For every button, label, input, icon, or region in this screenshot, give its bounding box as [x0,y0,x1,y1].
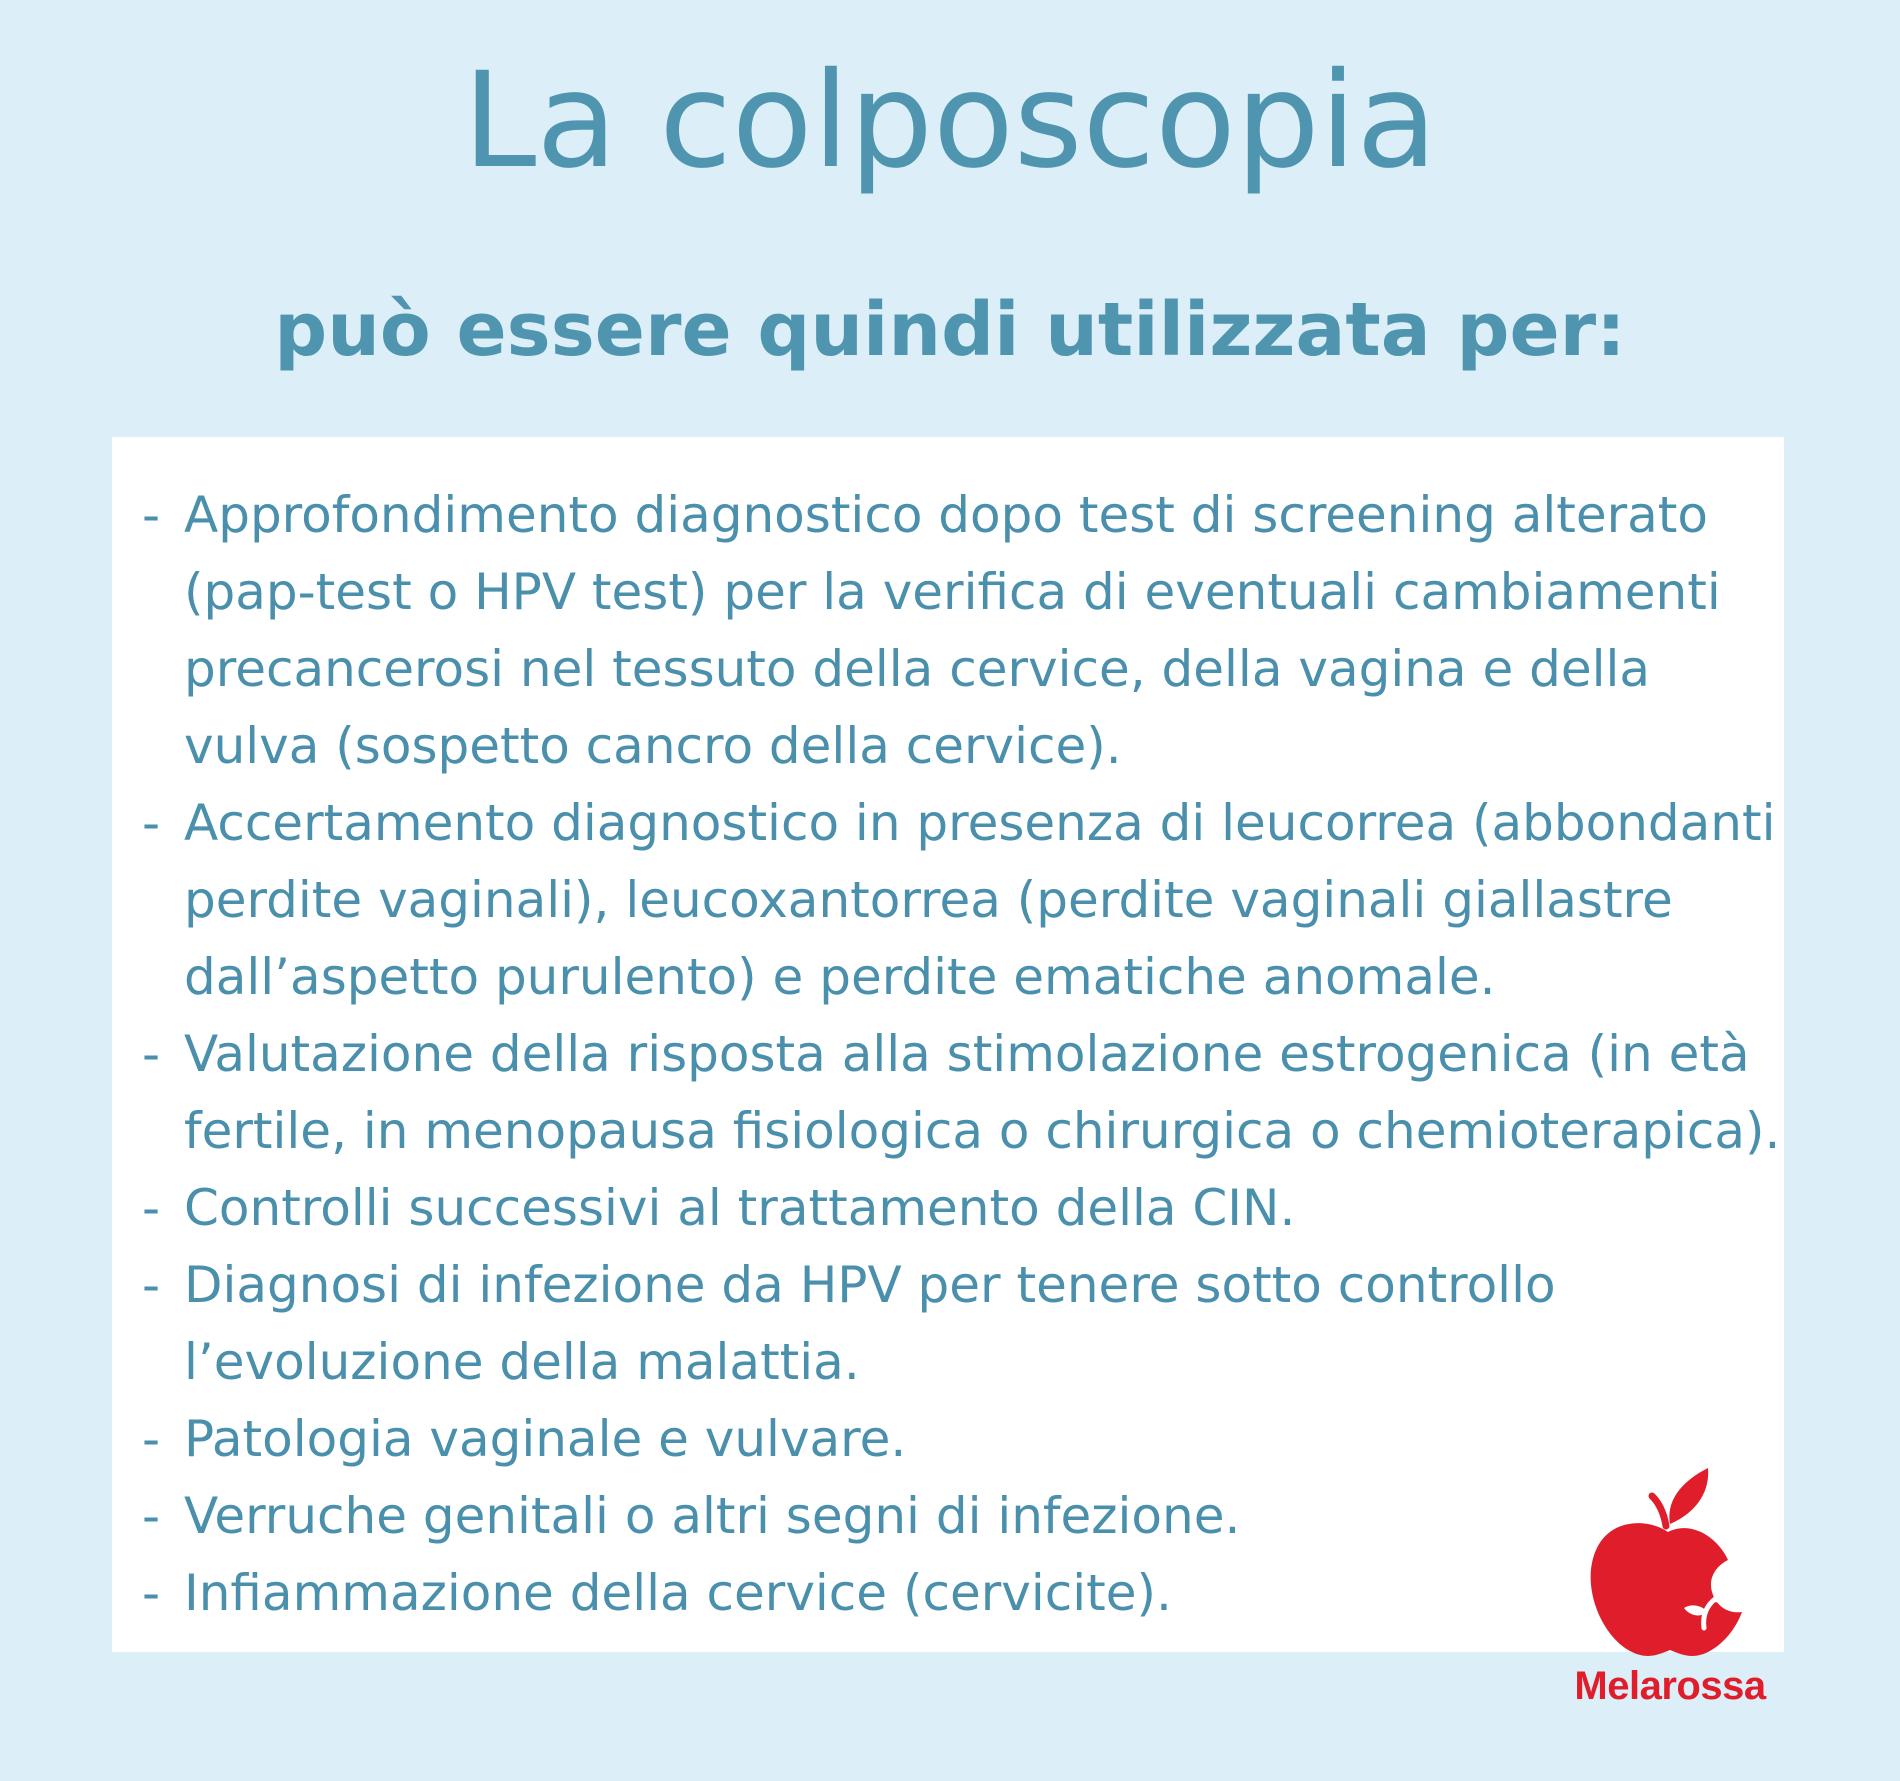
list-item [142,1555,1782,1632]
bullet-dash: - [142,1025,161,1083]
list-item-text: Verruche genitali o altri segni di infezione. [184,1487,1241,1545]
list-item-text: Infiammazione della cervice (cervicite). [184,1564,1172,1622]
page-subtitle: può essere quindi utilizzata per: [274,287,1626,373]
list-item-text: Accertamento diagnostico in presenza di leucorrea (abbondanti perdite vaginali), leucoxantorrea (perdite vaginali giallastre dall’aspetto purulento) e perdite ematiche anomale. [184,794,1776,1006]
list-item [142,1478,1782,1555]
content-card [112,437,1784,1652]
bullet-dash: - [142,1564,161,1622]
bullet-dash: - [142,1179,161,1237]
list-item-text: Approfondimento diagnostico dopo test di screening alterato (pap-test o HPV test) per la verifica di eventuali cambiamenti precancerosi nel tessuto della cervice, della vagina e della vulva (sospetto cancro della cervice). [184,486,1721,775]
bullet-dash: - [142,1410,161,1468]
uses-list [142,477,1782,1632]
list-item [142,785,1782,1016]
bullet-dash: - [142,486,161,544]
brand-logo [1540,1462,1800,1722]
list-item [142,1016,1782,1170]
list-item [142,477,1782,785]
list-item-text: Diagnosi di infezione da HPV per tenere sotto controllo l’evoluzione della malattia. [184,1256,1556,1391]
list-item [142,1170,1782,1247]
list-item-text: Controlli successivi al trattamento della CIN. [184,1179,1296,1237]
list-item [142,1401,1782,1478]
brand-name: Melarossa [1574,1664,1766,1708]
bullet-dash: - [142,1487,161,1545]
list-item [142,1247,1782,1401]
bullet-dash: - [142,1256,161,1314]
bullet-dash: - [142,794,161,852]
list-item-text: Patologia vaginale e vulvare. [184,1410,907,1468]
list-item-text: Valutazione della risposta alla stimolazione estrogenica (in età fertile, in menopausa fisiologica o chirurgica o chemioterapica). [184,1025,1781,1160]
page-title: La colposcopia [462,44,1438,198]
apple-logo-icon [1540,1462,1800,1662]
